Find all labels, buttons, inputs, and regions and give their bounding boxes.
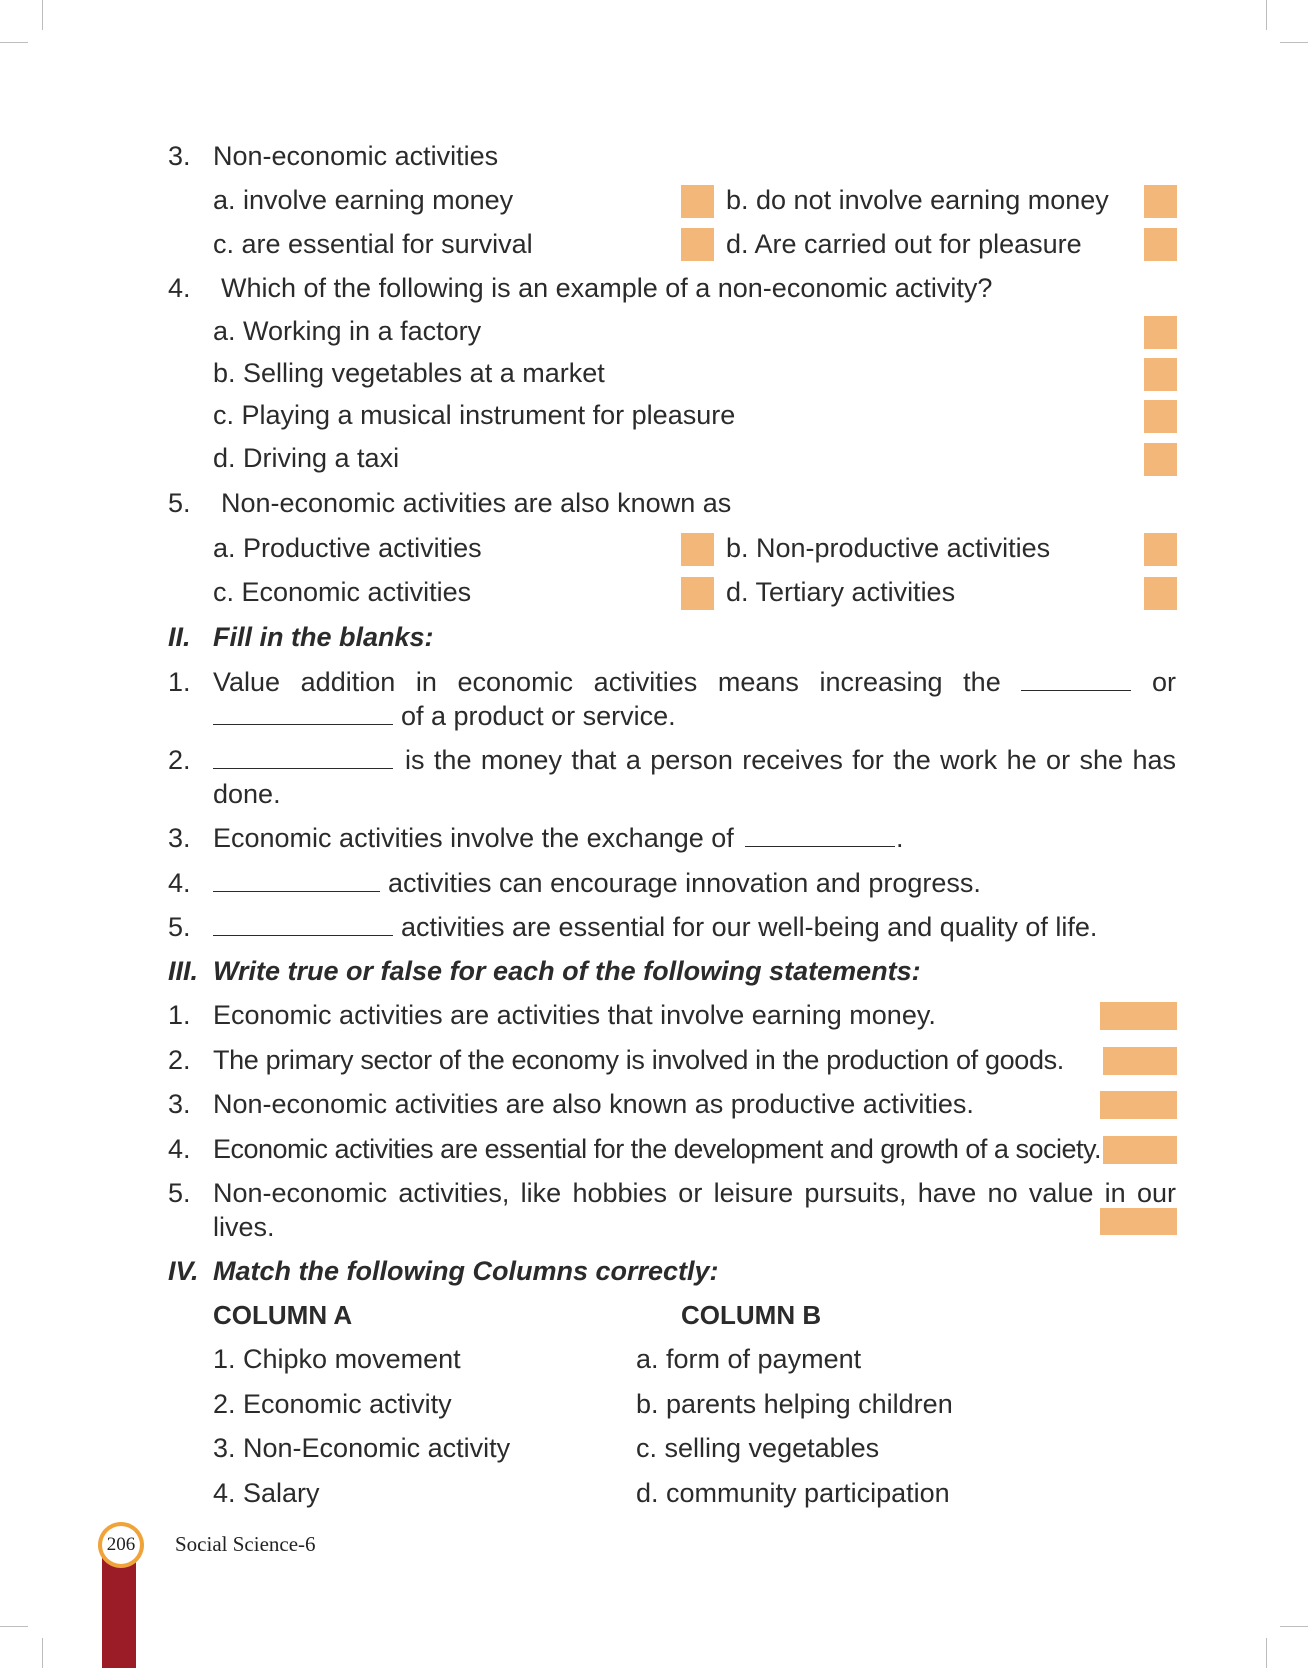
mcq-option-row xyxy=(0,353,1308,393)
crop-mark xyxy=(42,1638,43,1668)
item-number: 5. xyxy=(168,1178,191,1208)
item-number: 5. xyxy=(168,912,191,942)
item-text: Economic activities are essential for the development and growth of a society. xyxy=(213,1134,1101,1164)
page-number: 206 xyxy=(102,1526,140,1564)
answer-box[interactable] xyxy=(681,577,714,610)
fill-item-3 xyxy=(0,818,1308,858)
mcq-question-4 xyxy=(0,268,1308,308)
blank-line[interactable] xyxy=(213,698,393,725)
answer-box[interactable] xyxy=(1144,533,1177,566)
section-numeral: IV. xyxy=(168,1256,199,1286)
item-number: 4. xyxy=(168,868,191,898)
crop-mark xyxy=(42,0,43,30)
option-text: a. Working in a factory xyxy=(213,316,482,346)
answer-box[interactable] xyxy=(1144,358,1177,391)
item-text: or xyxy=(1151,667,1176,697)
column-b-title: COLUMN B xyxy=(681,1300,822,1330)
item-number: 1. xyxy=(168,667,191,697)
mcq-option-row xyxy=(0,528,1308,568)
question-text: Non-economic activities xyxy=(213,141,499,171)
item-text: of a product or service. xyxy=(401,701,676,731)
item-text: activities are essential for our well-being and quality of life. xyxy=(401,912,1098,942)
item-text: Non-economic activities, like hobbies or leisure pursuits, have no value in our xyxy=(213,1178,1176,1208)
match-column-headers xyxy=(0,1295,1308,1335)
blank-line[interactable] xyxy=(745,820,895,847)
crop-mark xyxy=(1280,1626,1308,1627)
option-text: d. Driving a taxi xyxy=(213,443,400,473)
answer-box[interactable] xyxy=(681,533,714,566)
fill-item-5 xyxy=(0,907,1308,947)
column-b-item: c. selling vegetables xyxy=(636,1433,880,1463)
answer-box[interactable] xyxy=(1103,1136,1177,1164)
crop-mark xyxy=(0,42,28,43)
page-number-badge xyxy=(98,1522,144,1568)
item-text: . xyxy=(896,823,904,853)
answer-box[interactable] xyxy=(1103,1047,1177,1075)
blank-wrap xyxy=(213,696,393,736)
option-text: b. do not involve earning money xyxy=(726,185,1109,215)
item-text: Economic activities involve the exchange of xyxy=(213,823,734,853)
mcq-option-row xyxy=(0,572,1308,612)
column-b-item: b. parents helping children xyxy=(636,1389,953,1419)
section-title: Match the following Columns correctly: xyxy=(213,1256,719,1286)
column-a-title: COLUMN A xyxy=(213,1300,353,1330)
item-number: 3. xyxy=(168,1089,191,1119)
section-title: Fill in the blanks: xyxy=(213,622,434,652)
blank-line[interactable] xyxy=(213,742,393,769)
match-row xyxy=(0,1473,1308,1513)
answer-box[interactable] xyxy=(1144,185,1177,218)
answer-box[interactable] xyxy=(1144,228,1177,261)
fill-item-1-continued xyxy=(0,696,1308,736)
item-text: Economic activities are activities that involve earning money. xyxy=(213,1000,936,1030)
mcq-option-row xyxy=(0,395,1308,435)
mcq-option-row xyxy=(0,224,1308,264)
crop-mark xyxy=(0,1626,28,1627)
answer-box[interactable] xyxy=(1100,1208,1177,1235)
answer-box[interactable] xyxy=(1144,400,1177,433)
item-text: Non-economic activities are also known as productive activities. xyxy=(213,1089,974,1119)
option-text: a. Productive activities xyxy=(213,533,482,563)
blank-line[interactable] xyxy=(213,909,393,936)
item-number: 1. xyxy=(168,1000,191,1030)
column-a-item: 1. Chipko movement xyxy=(213,1344,461,1374)
item-text: The primary sector of the economy is involved in the production of goods. xyxy=(213,1045,1064,1075)
answer-box[interactable] xyxy=(1144,577,1177,610)
column-b-item: a. form of payment xyxy=(636,1344,862,1374)
fill-item-2-continued xyxy=(0,774,1308,814)
answer-box[interactable] xyxy=(1100,1091,1177,1119)
option-text: b. Non-productive activities xyxy=(726,533,1051,563)
section-heading-fill-blanks xyxy=(0,617,1308,657)
crop-mark xyxy=(1280,42,1308,43)
item-text: activities can encourage innovation and progress. xyxy=(388,868,981,898)
section-numeral: II. xyxy=(168,622,191,652)
match-row xyxy=(0,1339,1308,1379)
mcq-option-row xyxy=(0,311,1308,351)
option-text: c. Economic activities xyxy=(213,577,472,607)
blank-wrap xyxy=(213,907,393,947)
item-number: 2. xyxy=(168,745,191,775)
blank-wrap xyxy=(745,818,895,858)
fill-item-4 xyxy=(0,863,1308,903)
item-number: 3. xyxy=(168,823,191,853)
mcq-question-3 xyxy=(0,136,1308,176)
item-text: Value addition in economic activities means increasing the xyxy=(213,667,1001,697)
question-text: Which of the following is an example of a non-economic activity? xyxy=(221,273,993,303)
option-text: d. Are carried out for pleasure xyxy=(726,229,1082,259)
blank-line[interactable] xyxy=(213,865,380,892)
column-a-item: 2. Economic activity xyxy=(213,1389,452,1419)
option-text: a. involve earning money xyxy=(213,185,514,215)
option-text: b. Selling vegetables at a market xyxy=(213,358,605,388)
book-title: Social Science-6 xyxy=(175,1532,316,1556)
answer-box[interactable] xyxy=(1144,316,1177,349)
mcq-option-row xyxy=(0,438,1308,478)
answer-box[interactable] xyxy=(681,228,714,261)
option-text: c. are essential for survival xyxy=(213,229,533,259)
option-text: d. Tertiary activities xyxy=(726,577,956,607)
answer-box[interactable] xyxy=(681,185,714,218)
mcq-question-5 xyxy=(0,483,1308,523)
item-number: 4. xyxy=(168,1134,191,1164)
column-b-item: d. community participation xyxy=(636,1478,950,1508)
question-number: 4. xyxy=(168,273,191,303)
blank-line[interactable] xyxy=(1021,664,1131,691)
question-text: Non-economic activities are also known as xyxy=(221,488,732,518)
question-number: 3. xyxy=(168,141,191,171)
match-row xyxy=(0,1384,1308,1424)
column-a-item: 4. Salary xyxy=(213,1478,320,1508)
crop-mark xyxy=(1266,1638,1267,1668)
item-text: done. xyxy=(213,779,281,809)
column-a-item: 3. Non-Economic activity xyxy=(213,1433,511,1463)
answer-box[interactable] xyxy=(1100,1002,1177,1030)
item-number: 2. xyxy=(168,1045,191,1075)
section-title: Write true or false for each of the following statements: xyxy=(213,956,921,986)
mcq-option-row xyxy=(0,180,1308,220)
item-text: is the money that a person receives for the work he or she has xyxy=(405,745,1176,775)
section-heading-match xyxy=(0,1251,1308,1291)
question-number: 5. xyxy=(168,488,191,518)
crop-mark xyxy=(1266,0,1267,30)
item-text: lives. xyxy=(213,1212,275,1242)
blank-wrap xyxy=(213,863,380,903)
option-text: c. Playing a musical instrument for pleasure xyxy=(213,400,736,430)
match-row xyxy=(0,1428,1308,1468)
section-numeral: III. xyxy=(168,956,199,986)
answer-box[interactable] xyxy=(1144,443,1177,476)
section-heading-true-false xyxy=(0,951,1308,991)
